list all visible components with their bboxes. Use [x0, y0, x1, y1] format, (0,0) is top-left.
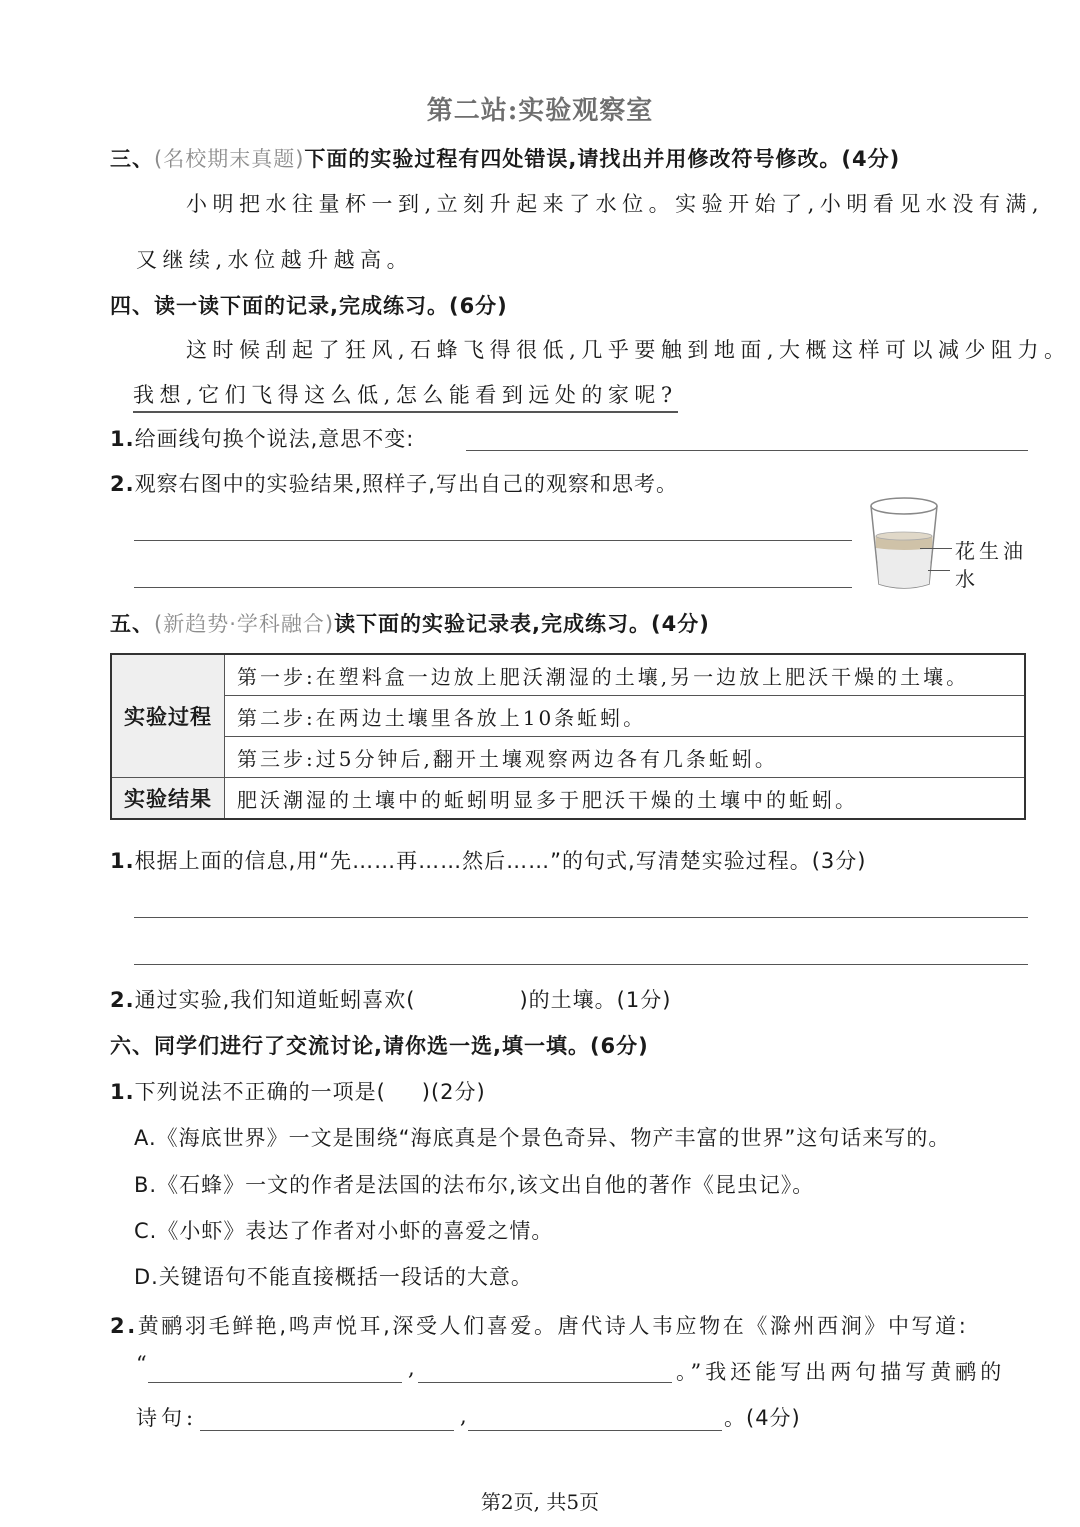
section4-q2	[110, 468, 678, 498]
page-indicator: 第2页, 共5页	[480, 1490, 600, 1514]
underlined-sentence-text: 我想,它们飞得这么低,怎么能看到远处的家呢?	[133, 383, 678, 413]
section5-instruction: 读下面的实验记录表,完成练习。(4分)	[334, 612, 710, 636]
section6-q1	[110, 1076, 486, 1106]
section3-heading	[110, 143, 900, 173]
section4-q1	[110, 423, 414, 453]
oil-label: 花生油	[955, 539, 1027, 563]
section4-q1-answer-line[interactable]	[466, 450, 1028, 451]
section6-q2-line1: 黄鹂羽毛鲜艳,鸣声悦耳,深受人们喜爱。唐代诗人韦应物在《滁州西涧》中写道:	[137, 1314, 969, 1338]
section4-q1-number: 1.	[110, 427, 135, 451]
section5-tag: (新趋势·学科融合)	[154, 612, 335, 636]
option-c: C.《小虾》表达了作者对小虾的喜爱之情。	[134, 1219, 554, 1243]
section3-prefix: 三、	[110, 147, 154, 171]
poem-blank-1[interactable]	[148, 1382, 402, 1383]
section5-heading	[110, 608, 710, 638]
table-row	[111, 654, 1025, 696]
section5-q1	[110, 845, 866, 875]
section6-q2-line2-tail: 。”我还能写出两句描写黄鹂的	[676, 1360, 1006, 1384]
section6-q2-number: 2.	[110, 1314, 138, 1338]
section5-q1-answer-line-2[interactable]	[134, 964, 1028, 965]
poem-comma-2: ,	[460, 1404, 468, 1428]
water-pointer-line	[928, 570, 950, 571]
underlined-sentence	[133, 379, 678, 409]
section6-heading: 六、同学们进行了交流讨论,请你选一选,填一填。(6分)	[110, 1034, 649, 1058]
table-row	[111, 696, 1025, 737]
section3-tag: (名校期末真题)	[154, 147, 305, 171]
step-cell-1: 第一步:在塑料盒一边放上肥沃潮湿的土壤,另一边放上肥沃干燥的土壤。	[225, 654, 1026, 696]
section6-q2-line3-label: 诗句:	[136, 1406, 198, 1430]
section4-q2-text: 观察右图中的实验结果,照样子,写出自己的观察和思考。	[134, 472, 678, 496]
water-label: 水	[955, 567, 979, 591]
section3-passage-line1: 小明把水往量杯一到,立刻升起来了水位。实验开始了,小明看见水没有满,	[186, 192, 1045, 216]
section4-q2-answer-line-2[interactable]	[134, 587, 852, 588]
experiment-record-table	[110, 653, 1026, 820]
section4-passage-line1: 这时候刮起了狂风,石蜂飞得很低,几乎要触到地面,大概这样可以减少阻力。	[186, 338, 1071, 362]
section6-q2-open-quote: “	[136, 1352, 148, 1376]
section5-q2-number: 2.	[110, 988, 135, 1012]
section4-q1-text: 给画线句换个说法,意思不变:	[134, 427, 415, 451]
result-header-cell: 实验结果	[111, 778, 225, 820]
section5-q1-text: 根据上面的信息,用“先……再……然后……”的句式,写清楚实验过程。(3分)	[134, 849, 867, 873]
poem-blank-3[interactable]	[200, 1430, 454, 1431]
section4-heading: 四、读一读下面的记录,完成练习。(6分)	[110, 294, 508, 318]
poem-comma-1: ,	[408, 1356, 416, 1380]
result-cell: 肥沃潮湿的土壤中的蚯蚓明显多于肥沃干燥的土壤中的蚯蚓。	[225, 778, 1026, 820]
section3-instruction: 下面的实验过程有四处错误,请找出并用修改符号修改。(4分)	[304, 147, 901, 171]
step-cell-2: 第二步:在两边土壤里各放上10条蚯蚓。	[225, 696, 1026, 737]
section6-q2	[110, 1310, 968, 1340]
beaker-oil-water-figure	[868, 496, 940, 592]
poem-blank-2[interactable]	[418, 1382, 672, 1383]
station-title: 第二站:实验观察室	[426, 96, 654, 126]
step-cell-3: 第三步:过5分钟后,翻开土壤观察两边各有几条蚯蚓。	[225, 737, 1026, 778]
section6-q1-number: 1.	[110, 1080, 135, 1104]
section4-q2-answer-line-1[interactable]	[134, 540, 852, 541]
section6-q1-text-before: 下列说法不正确的一项是(	[134, 1080, 386, 1104]
section5-q2-text-before: 通过实验,我们知道蚯蚓喜欢(	[134, 988, 416, 1012]
section6-q2-line3-tail: 。(4分)	[724, 1406, 801, 1430]
section3-passage-line2: 又继续,水位越升越高。	[136, 248, 414, 272]
poem-blank-4[interactable]	[468, 1430, 722, 1431]
section5-q1-answer-line-1[interactable]	[134, 917, 1028, 918]
section5-prefix: 五、	[110, 612, 154, 636]
oil-pointer-line	[920, 548, 952, 549]
table-row	[111, 778, 1025, 820]
option-b: B.《石蜂》一文的作者是法国的法布尔,该文出自他的著作《昆虫记》。	[134, 1173, 815, 1197]
section5-q1-number: 1.	[110, 849, 135, 873]
section4-q2-number: 2.	[110, 472, 135, 496]
option-a: A.《海底世界》一文是围绕“海底真是个景色奇异、物产丰富的世界”这句话来写的。	[134, 1126, 951, 1150]
section5-q2	[110, 984, 671, 1014]
process-header-cell: 实验过程	[111, 654, 225, 778]
section6-q1-text-after: )(2分)	[421, 1080, 486, 1104]
section5-q2-text-after: )的土壤。(1分)	[519, 988, 672, 1012]
option-d: D.关键语句不能直接概括一段话的大意。	[134, 1265, 533, 1289]
table-row	[111, 737, 1025, 778]
